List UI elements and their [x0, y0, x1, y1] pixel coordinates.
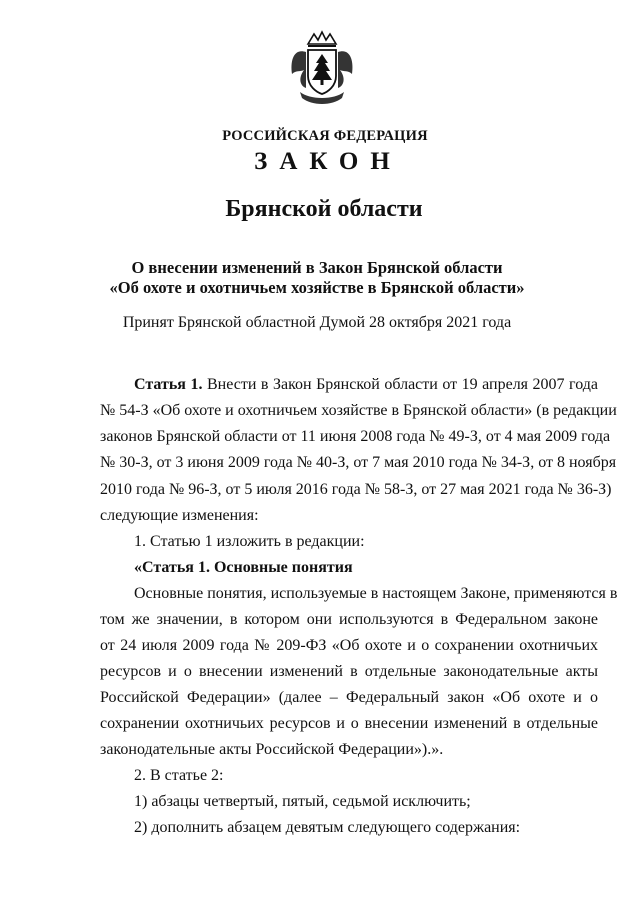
document-type-heading: ЗАКОН	[254, 148, 402, 175]
definition-line: сохранении охотничьих ресурсов и о внесении изменений в отдельные	[100, 715, 598, 732]
definition-line: Основные понятия, используемые в настоящем Законе, применяются в	[134, 585, 618, 602]
definition-line: Российской Федерации» (далее – Федеральный закон «Об охоте и о	[100, 689, 598, 706]
adoption-note: Принят Брянской областной Думой 28 октября 2021 года	[122, 314, 512, 331]
article-1-paragraph-line: 2010 года № 96-З, от 5 июля 2016 года № 58-З, от 27 мая 2021 года № 36-З)	[100, 481, 612, 498]
bryansk-coat-of-arms-emblem	[286, 30, 358, 108]
law-title-line: «Об охоте и охотничьем хозяйстве в Брянской области»	[109, 278, 525, 297]
law-title	[47, 258, 587, 298]
item-2-subitem-1: 1) абзацы четвертый, пятый, седьмой исключить;	[134, 793, 471, 810]
article-1-text: Внести в Закон Брянской области от 19 апреля 2007 года	[207, 376, 599, 393]
article-1-heading: Статья 1.	[134, 376, 203, 393]
article-1-paragraph-line: № 30-З, от 3 июня 2009 года № 40-З, от 7 мая 2010 года № 34-З, от 8 ноября	[100, 454, 617, 471]
article-1-paragraph-line: следующие изменения:	[100, 507, 259, 524]
definition-line: том же значении, в котором они используются в Федеральном законе	[100, 611, 598, 628]
region-heading: Брянской области	[225, 196, 423, 222]
article-1-paragraph-line: законов Брянской области от 11 июня 2008 года № 49-З, от 4 мая 2009 года	[100, 428, 611, 445]
definition-line: ресурсов и о внесении изменений в отдельные законодательные акты	[100, 663, 598, 680]
definition-line: от 24 июля 2009 года № 209-ФЗ «Об охоте и о сохранении охотничьих	[100, 637, 598, 654]
article-1-paragraph-line: № 54-З «Об охоте и охотничьем хозяйстве в Брянской области» (в редакции	[100, 402, 617, 419]
item-2: 2. В статье 2:	[134, 767, 224, 784]
quoted-article-heading: «Статья 1. Основные понятия	[134, 559, 353, 576]
definition-line: законодательные акты Российской Федерации»).».	[100, 741, 444, 758]
article-1-paragraph-line	[100, 376, 598, 394]
federation-heading: РОССИЙСКАЯ ФЕДЕРАЦИЯ	[222, 128, 428, 144]
item-1: 1. Статью 1 изложить в редакции:	[134, 533, 365, 550]
item-2-subitem-2: 2) дополнить абзацем девятым следующего содержания:	[134, 819, 521, 836]
law-title-line: О внесении изменений в Закон Брянской области	[131, 258, 503, 277]
